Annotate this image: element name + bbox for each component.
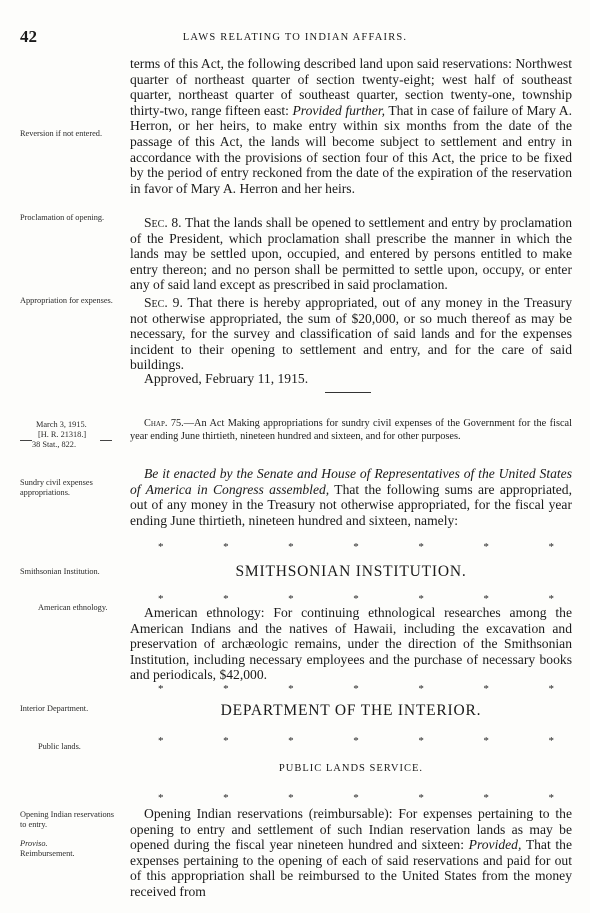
para1-rest: That in case of failure of Mary A. Herron, or her heirs, to make entry within six months from the date of the passage of this Act, the lands will become subject to settlement and entry in accordance with the provisions of section four of this Act, the price to be fixed by the period of entry reckoned from the date of the expiration of the reservation in favor of Mary A. Herron and her heirs. bbox=[130, 102, 572, 196]
section-divider bbox=[325, 392, 371, 393]
star: * bbox=[418, 683, 424, 695]
star: * bbox=[223, 735, 229, 747]
opening-reservations-paragraph bbox=[130, 806, 572, 900]
star: * bbox=[288, 683, 294, 695]
sidenote-ethnology: American ethnology. bbox=[38, 603, 108, 612]
running-title: LAWS RELATING TO INDIAN AFFAIRS. bbox=[182, 32, 408, 43]
sec8-label: Sec. 8. bbox=[144, 215, 182, 230]
star: * bbox=[548, 735, 554, 747]
page-number: 42 bbox=[20, 27, 37, 46]
ellipsis-stars-3 bbox=[130, 683, 572, 695]
sidenote-opening: Opening Indian reservations to entry. bbox=[20, 810, 115, 829]
sec8-text: That the lands shall be opened to settlement and entry by proclamation of the President, which proclamation shall prescribe the manner in which the lands may be settled upon, occupied, and entered by persons entitled to make entry thereon; and no person shall be permitted to settle upon, occupy, or enter any of said land except as prescribed in said proclamation. bbox=[130, 215, 572, 293]
enacting-italic: Be it enacted by the Senate and House of Representatives of the United States of America in Congress assembled, bbox=[130, 466, 572, 497]
star: * bbox=[418, 541, 424, 553]
star: * bbox=[223, 683, 229, 695]
star: * bbox=[158, 541, 164, 553]
sidenote-proviso bbox=[20, 839, 122, 849]
sidenote-reimbursement: Reimbursement. bbox=[20, 849, 75, 858]
opening-proviso: Provided, bbox=[468, 837, 522, 853]
star: * bbox=[418, 792, 424, 804]
bracket-dash-right bbox=[100, 440, 112, 441]
star: * bbox=[353, 593, 359, 605]
sec9-text: That there is hereby appropriated, out of any money in the Treasury not otherwise appropriated, the sum of $20,000, or so much thereof as may be necessary, for the survey and classification of said lands and for the expenses incident to their opening to settlement and entry, and for the care of said buildings. bbox=[130, 295, 572, 373]
proviso-label: Proviso. bbox=[20, 839, 48, 848]
sidenote-chap-date: March 3, 1915. bbox=[36, 420, 87, 429]
star: * bbox=[223, 792, 229, 804]
interior-heading: DEPARTMENT OF THE INTERIOR. bbox=[220, 702, 482, 719]
section-9 bbox=[130, 295, 572, 373]
ellipsis-stars-5 bbox=[130, 792, 572, 804]
star: * bbox=[418, 735, 424, 747]
sidenote-interior: Interior Department. bbox=[20, 704, 89, 713]
public-lands-heading: PUBLIC LANDS SERVICE. bbox=[278, 763, 424, 774]
star: * bbox=[353, 541, 359, 553]
star: * bbox=[158, 593, 164, 605]
enacting-clause bbox=[130, 466, 572, 528]
star: * bbox=[288, 541, 294, 553]
smithsonian-heading: SMITHSONIAN INSTITUTION. bbox=[235, 563, 467, 580]
approved-line: Approved, February 11, 1915. bbox=[144, 371, 309, 386]
star: * bbox=[418, 593, 424, 605]
sidenote-chap-stat: 38 Stat., 822. bbox=[32, 440, 77, 449]
ellipsis-stars-4 bbox=[130, 735, 572, 747]
sidenote-public-lands: Public lands. bbox=[38, 742, 81, 751]
chap-label: Chap. 75. bbox=[144, 418, 184, 429]
ethnology-paragraph: American ethnology: For continuing ethnological researches among the American Indians and the natives of Hawaii, including the excavation and preservation of archæologic remains, under the direction of the Smithsonian Institution, including necessary employees and the purchase of necessary books and periodicals, $42,000. bbox=[130, 605, 572, 683]
para1-proviso: Provided further, bbox=[292, 102, 386, 118]
sidenote-sundry: Sundry civil expenses appropriations. bbox=[20, 478, 93, 497]
opening-rest: That the expenses pertaining to the opening of each of said reservations and paid for out of this appropriation shall be reimbursed to the United States from the money received from bbox=[130, 837, 572, 899]
star: * bbox=[483, 792, 489, 804]
star: * bbox=[548, 683, 554, 695]
sec9-label: Sec. 9. bbox=[144, 295, 183, 310]
sidenote-appropriation: Appropriation for expenses. bbox=[20, 296, 113, 305]
paragraph-reservation-terms bbox=[130, 56, 572, 196]
sidenote-chap-hr: [H. R. 21318.] bbox=[38, 430, 87, 439]
star: * bbox=[223, 593, 229, 605]
bracket-dash-left bbox=[20, 440, 32, 441]
star: * bbox=[483, 541, 489, 553]
chapter-75-title bbox=[130, 418, 572, 444]
star: * bbox=[483, 593, 489, 605]
sidenote-proclamation: Proclamation of opening. bbox=[20, 213, 105, 222]
section-8 bbox=[130, 215, 572, 293]
star: * bbox=[353, 683, 359, 695]
sidenote-reversion: Reversion if not entered. bbox=[20, 129, 103, 138]
star: * bbox=[158, 683, 164, 695]
star: * bbox=[158, 735, 164, 747]
ellipsis-stars-1 bbox=[130, 541, 572, 553]
star: * bbox=[548, 541, 554, 553]
star: * bbox=[353, 792, 359, 804]
ellipsis-stars-2 bbox=[130, 593, 572, 605]
sidenote-smithsonian: Smithsonian Institution. bbox=[20, 567, 100, 576]
star: * bbox=[288, 735, 294, 747]
star: * bbox=[288, 593, 294, 605]
star: * bbox=[288, 792, 294, 804]
enacting-rest: That the following sums are appropriated, out of any money in the Treasury not otherwise appropriated, for the fiscal year ending June thirtieth, nineteen hundred and sixteen, namely: bbox=[130, 481, 572, 528]
para1-text: terms of this Act, the following described land upon said reservations: Northwest quarter of northeast quarter of section twenty-eight; west half of southeast quarter, northeast quarter of southeast quarter, section twenty-one, township thirty-two, range fifteen east: bbox=[130, 56, 572, 118]
star: * bbox=[158, 792, 164, 804]
star: * bbox=[548, 593, 554, 605]
star: * bbox=[483, 735, 489, 747]
opening-text: Opening Indian reservations (reimbursable): For expenses pertaining to the opening to entry and settlement of such Indian reservation lands as may be opened during the fiscal year nineteen hundred and sixteen: bbox=[130, 806, 572, 853]
star: * bbox=[483, 683, 489, 695]
chap-text: —An Act Making appropriations for sundry civil expenses of the Government for the fiscal year ending June thirtieth, nineteen hundred and sixteen, and for other purposes. bbox=[130, 418, 572, 442]
star: * bbox=[548, 792, 554, 804]
star: * bbox=[223, 541, 229, 553]
star: * bbox=[353, 735, 359, 747]
